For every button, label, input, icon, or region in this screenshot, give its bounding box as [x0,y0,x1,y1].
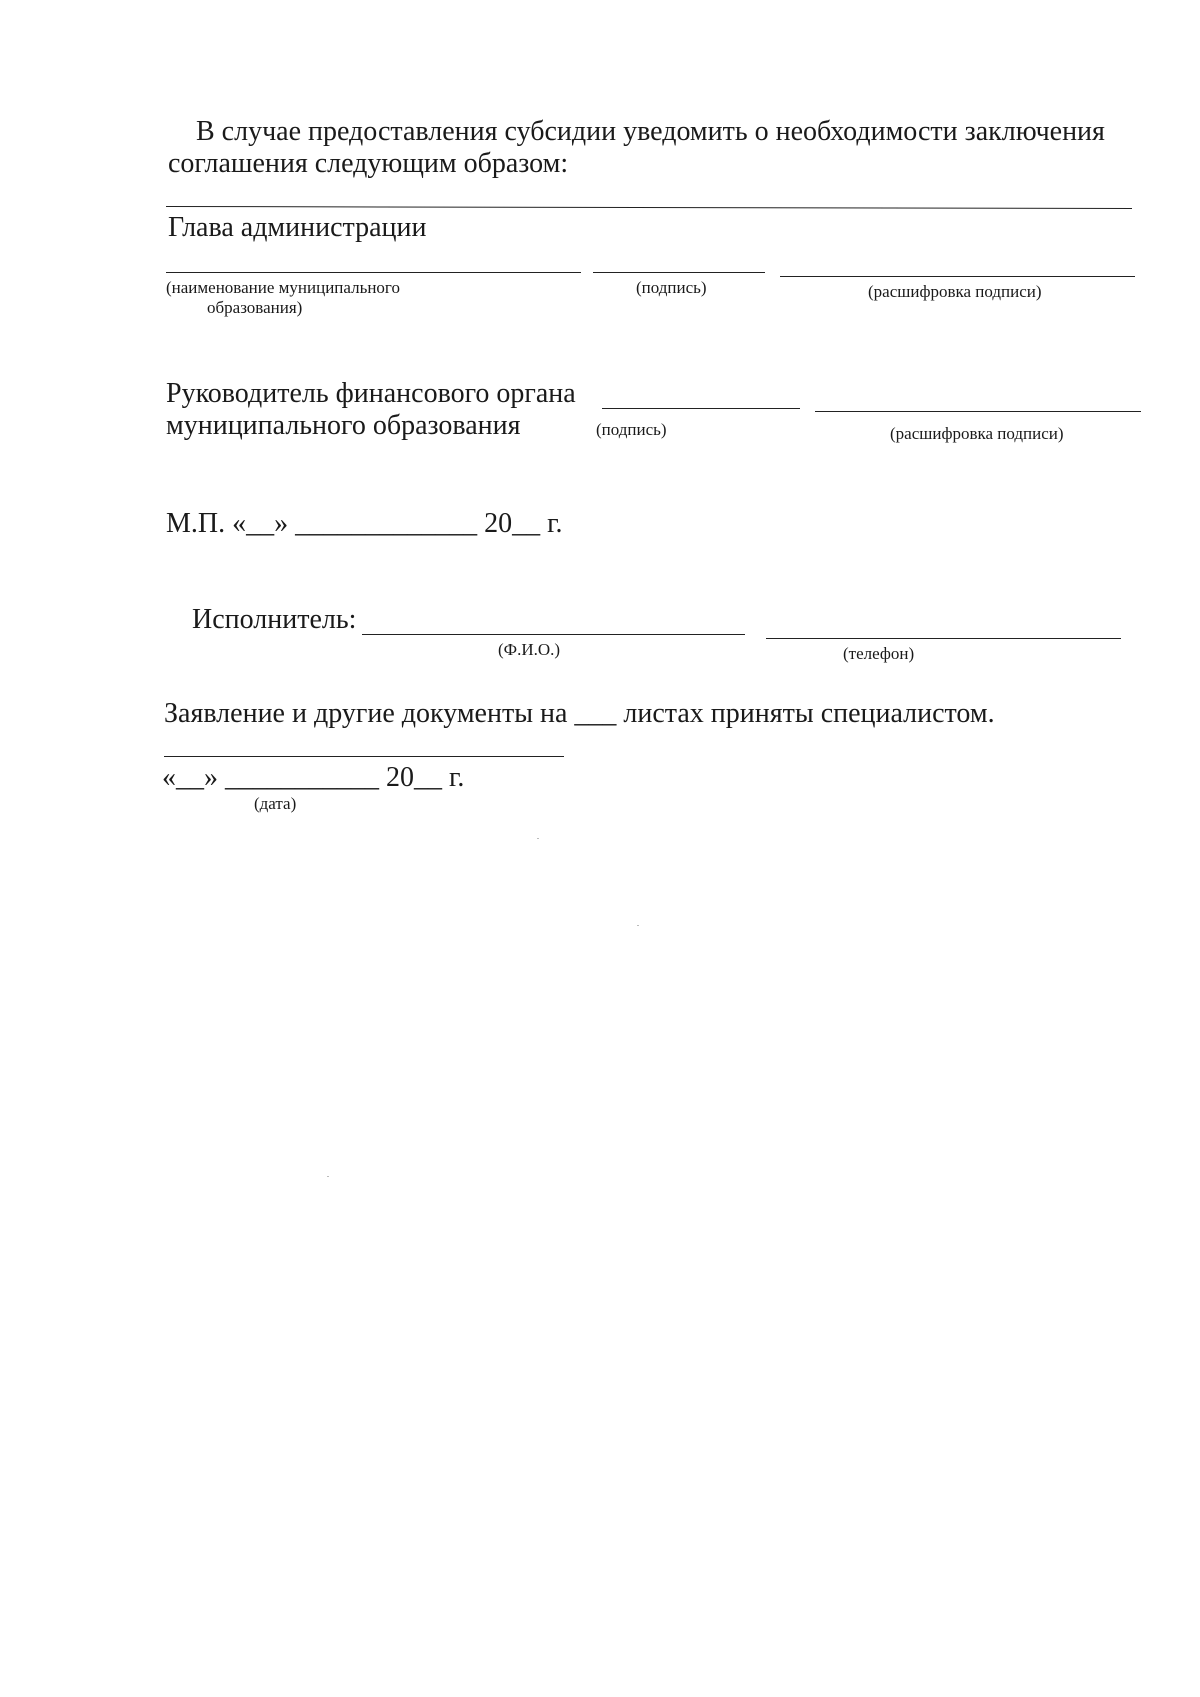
caption-finance-decoding: (расшифровка подписи) [890,424,1064,443]
acceptance-text: Заявление и другие документы на ___ листах приняты специалистом. [164,698,995,729]
finance-decoding-line[interactable] [815,411,1141,412]
scan-speck [537,838,539,839]
caption-head-decoding: (расшифровка подписи) [868,282,1042,301]
finance-signature-line[interactable] [602,408,800,409]
stamp-date-line: М.П. «__» _____________ 20__ г. [166,508,563,539]
caption-fio: (Ф.И.О.) [498,640,561,659]
head-signature-line[interactable] [593,272,765,273]
caption-municipality-2: образования) [207,298,303,317]
intro-line-1: В случае предоставления субсидии уведомить о необходимости заключения [196,116,1105,147]
finance-title-2: муниципального образования [166,410,521,441]
head-title: Глава администрации [168,212,427,243]
municipality-name-line[interactable] [166,272,581,273]
head-decoding-line[interactable] [780,276,1135,277]
caption-municipality-1: (наименование муниципального [166,278,400,297]
scan-speck [327,1176,329,1177]
caption-head-signature: (подпись) [636,278,707,297]
finance-title-1: Руководитель финансового органа [166,378,576,409]
executor-phone-line[interactable] [766,638,1121,639]
acceptance-date: «__» ___________ 20__ г. [162,762,465,793]
scan-speck [637,925,639,926]
caption-date: (дата) [254,794,297,813]
executor-label: Исполнитель: [192,604,357,635]
specialist-line[interactable] [164,756,564,757]
executor-fio-line[interactable] [362,634,745,635]
caption-finance-signature: (подпись) [596,420,667,439]
intro-line-2: соглашения следующим образом: [168,148,569,179]
notification-method-line[interactable] [166,206,1132,209]
caption-phone: (телефон) [843,644,915,663]
